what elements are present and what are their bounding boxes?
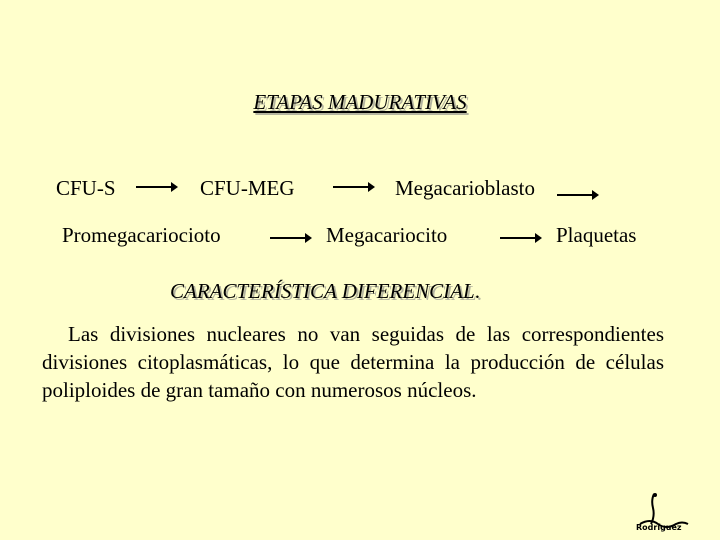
section-subtitle (170, 279, 480, 304)
arrow-right-icon (557, 194, 597, 196)
stage-promegacariocioto: Promegacariocioto (62, 223, 221, 247)
arrow-right-icon (136, 186, 176, 188)
body-paragraph: Las divisiones nucleares no van seguidas de las correspondientes divisiones citoplasmáticas, lo que determina la producción de células poliploides de gran tamaño con numerosos núcleos. (42, 322, 664, 402)
logo-label: Rodríguez (636, 523, 682, 532)
stage-cfu-meg: CFU-MEG (200, 176, 295, 200)
arrow-right-icon (500, 237, 540, 239)
stage-megacarioblasto: Megacarioblasto (395, 176, 535, 200)
stage-megacariocito: Megacariocito (326, 223, 448, 247)
stage-cfu-s: CFU-S (56, 176, 116, 200)
arrow-right-icon (333, 186, 373, 188)
stage-plaquetas: Plaquetas (556, 223, 637, 247)
arrow-right-icon (270, 237, 310, 239)
subtitle-text: CARACTERÍSTICA DIFERENCIAL (170, 279, 475, 303)
slide-title: ETAPAS MADURATIVAS (253, 90, 467, 114)
subtitle-period: . (474, 279, 480, 303)
